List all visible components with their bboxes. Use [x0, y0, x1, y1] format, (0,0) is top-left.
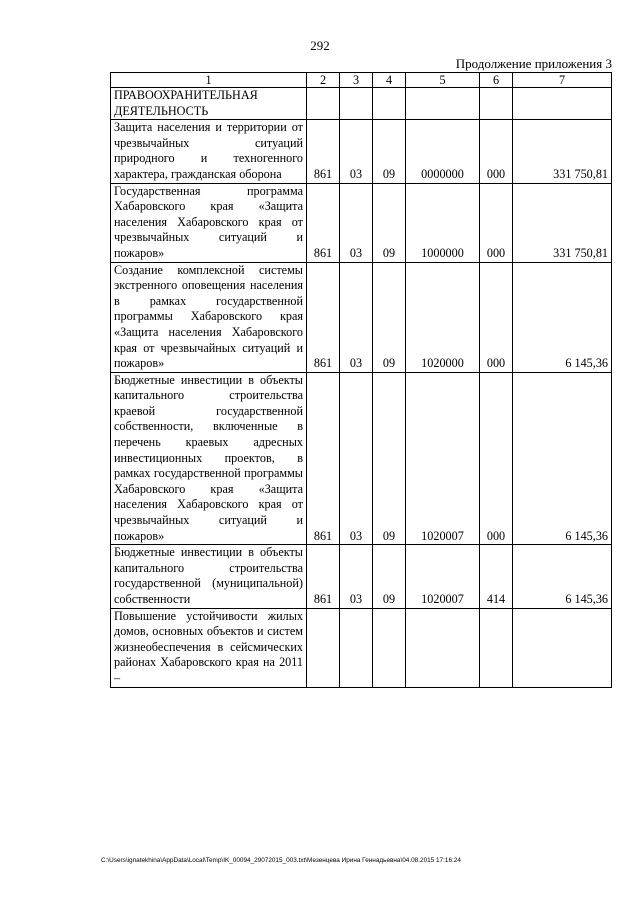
column-header: 1	[111, 73, 307, 88]
amount: 331 750,81	[513, 183, 612, 262]
subsection-code: 09	[373, 372, 406, 545]
row-description: Государственная программа Хабаровского края «Защита населения Хабаровского края от чрезвычайных ситуаций и пожаров»	[111, 183, 307, 262]
row-description: Создание комплексной системы экстренного оповещения населения в рамках государственной программы Хабаровского края «Защита населения Хабаровского края от чрезвычайных ситуаций и пожаров»	[111, 262, 307, 372]
section-title: ПРАВООХРАНИТЕЛЬНАЯ ДЕЯТЕЛЬНОСТЬ	[111, 88, 307, 120]
column-header: 5	[406, 73, 480, 88]
section-code: 03	[340, 262, 373, 372]
target-article-code: 0000000	[406, 120, 480, 183]
section-code	[340, 608, 373, 687]
expense-type-code: 000	[480, 372, 513, 545]
table-row	[111, 120, 612, 183]
continuation-note: Продолжение приложения 3	[455, 56, 612, 71]
section-code: 03	[340, 183, 373, 262]
row-description: Бюджетные инвестиции в объекты капитального строительства государственной (муниципальной) собственности	[111, 545, 307, 608]
table-row	[111, 372, 612, 545]
column-header: 7	[513, 73, 612, 88]
amount: 6 145,36	[513, 545, 612, 608]
table-row	[111, 545, 612, 608]
amount: 6 145,36	[513, 262, 612, 372]
amount	[513, 608, 612, 687]
ministry-code: 861	[307, 545, 340, 608]
table-row	[111, 262, 612, 372]
ministry-code: 861	[307, 120, 340, 183]
row-description: Бюджетные инвестиции в объекты капитального строительства краевой государственной собственности, включенные в перечень краевых адресных инвестиционных проектов, в рамках государственной программы Хабаровского края «Защита населения Хабаровского края от чрезвычайных ситуаций и пожаров»	[111, 372, 307, 545]
column-header: 6	[480, 73, 513, 88]
subsection-code: 09	[373, 183, 406, 262]
target-article-code: 1020007	[406, 545, 480, 608]
file-path-footer: C:\Users\ignatekhina\AppData\Local\Temp\IK_00094_29072015_003.txt\Мезенцева Ирина Геннадьевна\04.08.2015 17:16:24	[101, 857, 461, 864]
target-article-code: 1000000	[406, 183, 480, 262]
table-row	[111, 608, 612, 687]
section-code: 03	[340, 545, 373, 608]
page-number: 292	[310, 38, 330, 53]
amount: 331 750,81	[513, 120, 612, 183]
expense-type-code	[480, 608, 513, 687]
target-article-code: 1020000	[406, 262, 480, 372]
ministry-code: 861	[307, 183, 340, 262]
amount: 6 145,36	[513, 372, 612, 545]
section-code: 03	[340, 120, 373, 183]
column-header: 2	[307, 73, 340, 88]
row-description: Повышение устойчивости жилых домов, основных объектов и систем жизнеобеспечения в сейсмических районах Хабаровского края на 2011 –	[111, 608, 307, 687]
column-header: 4	[373, 73, 406, 88]
subsection-code	[373, 608, 406, 687]
subsection-code: 09	[373, 262, 406, 372]
expense-type-code: 414	[480, 545, 513, 608]
target-article-code	[406, 608, 480, 687]
ministry-code	[307, 608, 340, 687]
section-code: 03	[340, 372, 373, 545]
ministry-code: 861	[307, 372, 340, 545]
expense-type-code: 000	[480, 120, 513, 183]
table-row	[111, 183, 612, 262]
subsection-code: 09	[373, 545, 406, 608]
row-description: Защита населения и территории от чрезвычайных ситуаций природного и техногенного характера, гражданская оборона	[111, 120, 307, 183]
column-header: 3	[340, 73, 373, 88]
expense-type-code: 000	[480, 262, 513, 372]
target-article-code: 1020007	[406, 372, 480, 545]
budget-table	[110, 72, 612, 688]
section-row	[111, 88, 612, 120]
column-header-row	[111, 73, 612, 88]
expense-type-code: 000	[480, 183, 513, 262]
ministry-code: 861	[307, 262, 340, 372]
subsection-code: 09	[373, 120, 406, 183]
